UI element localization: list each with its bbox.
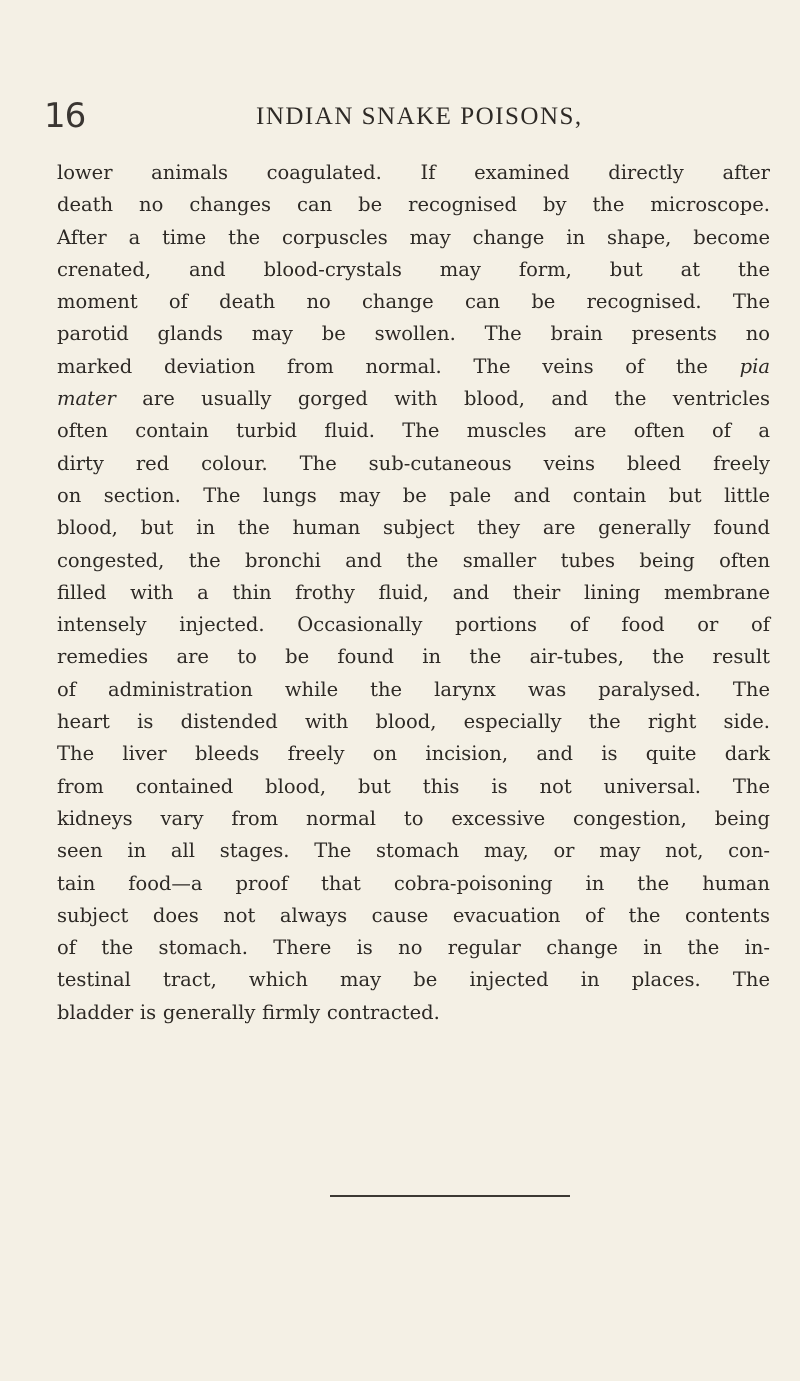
text-line: blood, but in the human subject they are generally found: [57, 516, 770, 540]
section-rule: [330, 1195, 570, 1197]
text-line: dirty red colour. The sub-cutaneous veins bleed freely: [57, 451, 770, 475]
text-line: subject does not always cause evacuation of the contents: [57, 903, 770, 927]
text-line: often contain turbid fluid. The muscles are often of a: [57, 419, 770, 443]
text-line: tain food—a proof that cobra-poisoning in the human: [57, 871, 770, 895]
text-line: seen in all stages. The stomach may, or may not, con-: [57, 839, 770, 863]
text-line: kidneys vary from normal to excessive congestion, being: [57, 806, 770, 830]
text-line: lower animals coagulated. If examined directly after: [57, 161, 770, 184]
text-line: bladder is generally firmly contracted.: [57, 1000, 440, 1024]
text-line: The liver bleeds freely on incision, and is quite dark: [57, 742, 770, 766]
page-number: 16: [44, 96, 86, 136]
text-fragment: marked deviation from normal. The veins of the: [57, 354, 740, 378]
page-header: [44, 96, 754, 136]
text-line: from contained blood, but this is not universal. The: [57, 774, 770, 798]
italic-term: mater: [57, 387, 116, 411]
running-title: INDIAN SNAKE POISONS,: [256, 103, 583, 130]
text-line: congested, the bronchi and the smaller tubes being often: [57, 548, 770, 572]
text-line: crenated, and blood-crystals may form, but at the: [57, 257, 770, 281]
text-line: of administration while the larynx was paralysed. The: [57, 677, 770, 701]
text-line: testinal tract, which may be injected in places. The: [57, 968, 770, 992]
text-line: of the stomach. There is no regular change in the in-: [57, 936, 770, 960]
text-line: [57, 351, 770, 383]
text-line: filled with a thin frothy fluid, and their lining membrane: [57, 580, 770, 604]
italic-term: pia: [739, 354, 770, 378]
text-line: After a time the corpuscles may change in shape, become: [57, 225, 770, 249]
body-paragraph: [57, 157, 770, 1029]
text-line: heart is distended with blood, especially the right side.: [57, 710, 770, 734]
text-fragment: are usually gorged with blood, and the ventricles: [115, 387, 770, 411]
text-line: remedies are to be found in the air-tubes, the result: [57, 645, 770, 669]
text-line: moment of death no change can be recognised. The: [57, 290, 770, 314]
text-line: parotid glands may be swollen. The brain presents no: [57, 322, 770, 346]
text-line: on section. The lungs may be pale and contain but little: [57, 483, 770, 507]
text-line: [57, 383, 770, 415]
text-line: intensely injected. Occasionally portions of food or of: [57, 613, 770, 637]
text-line: death no changes can be recognised by the microscope.: [57, 193, 770, 217]
